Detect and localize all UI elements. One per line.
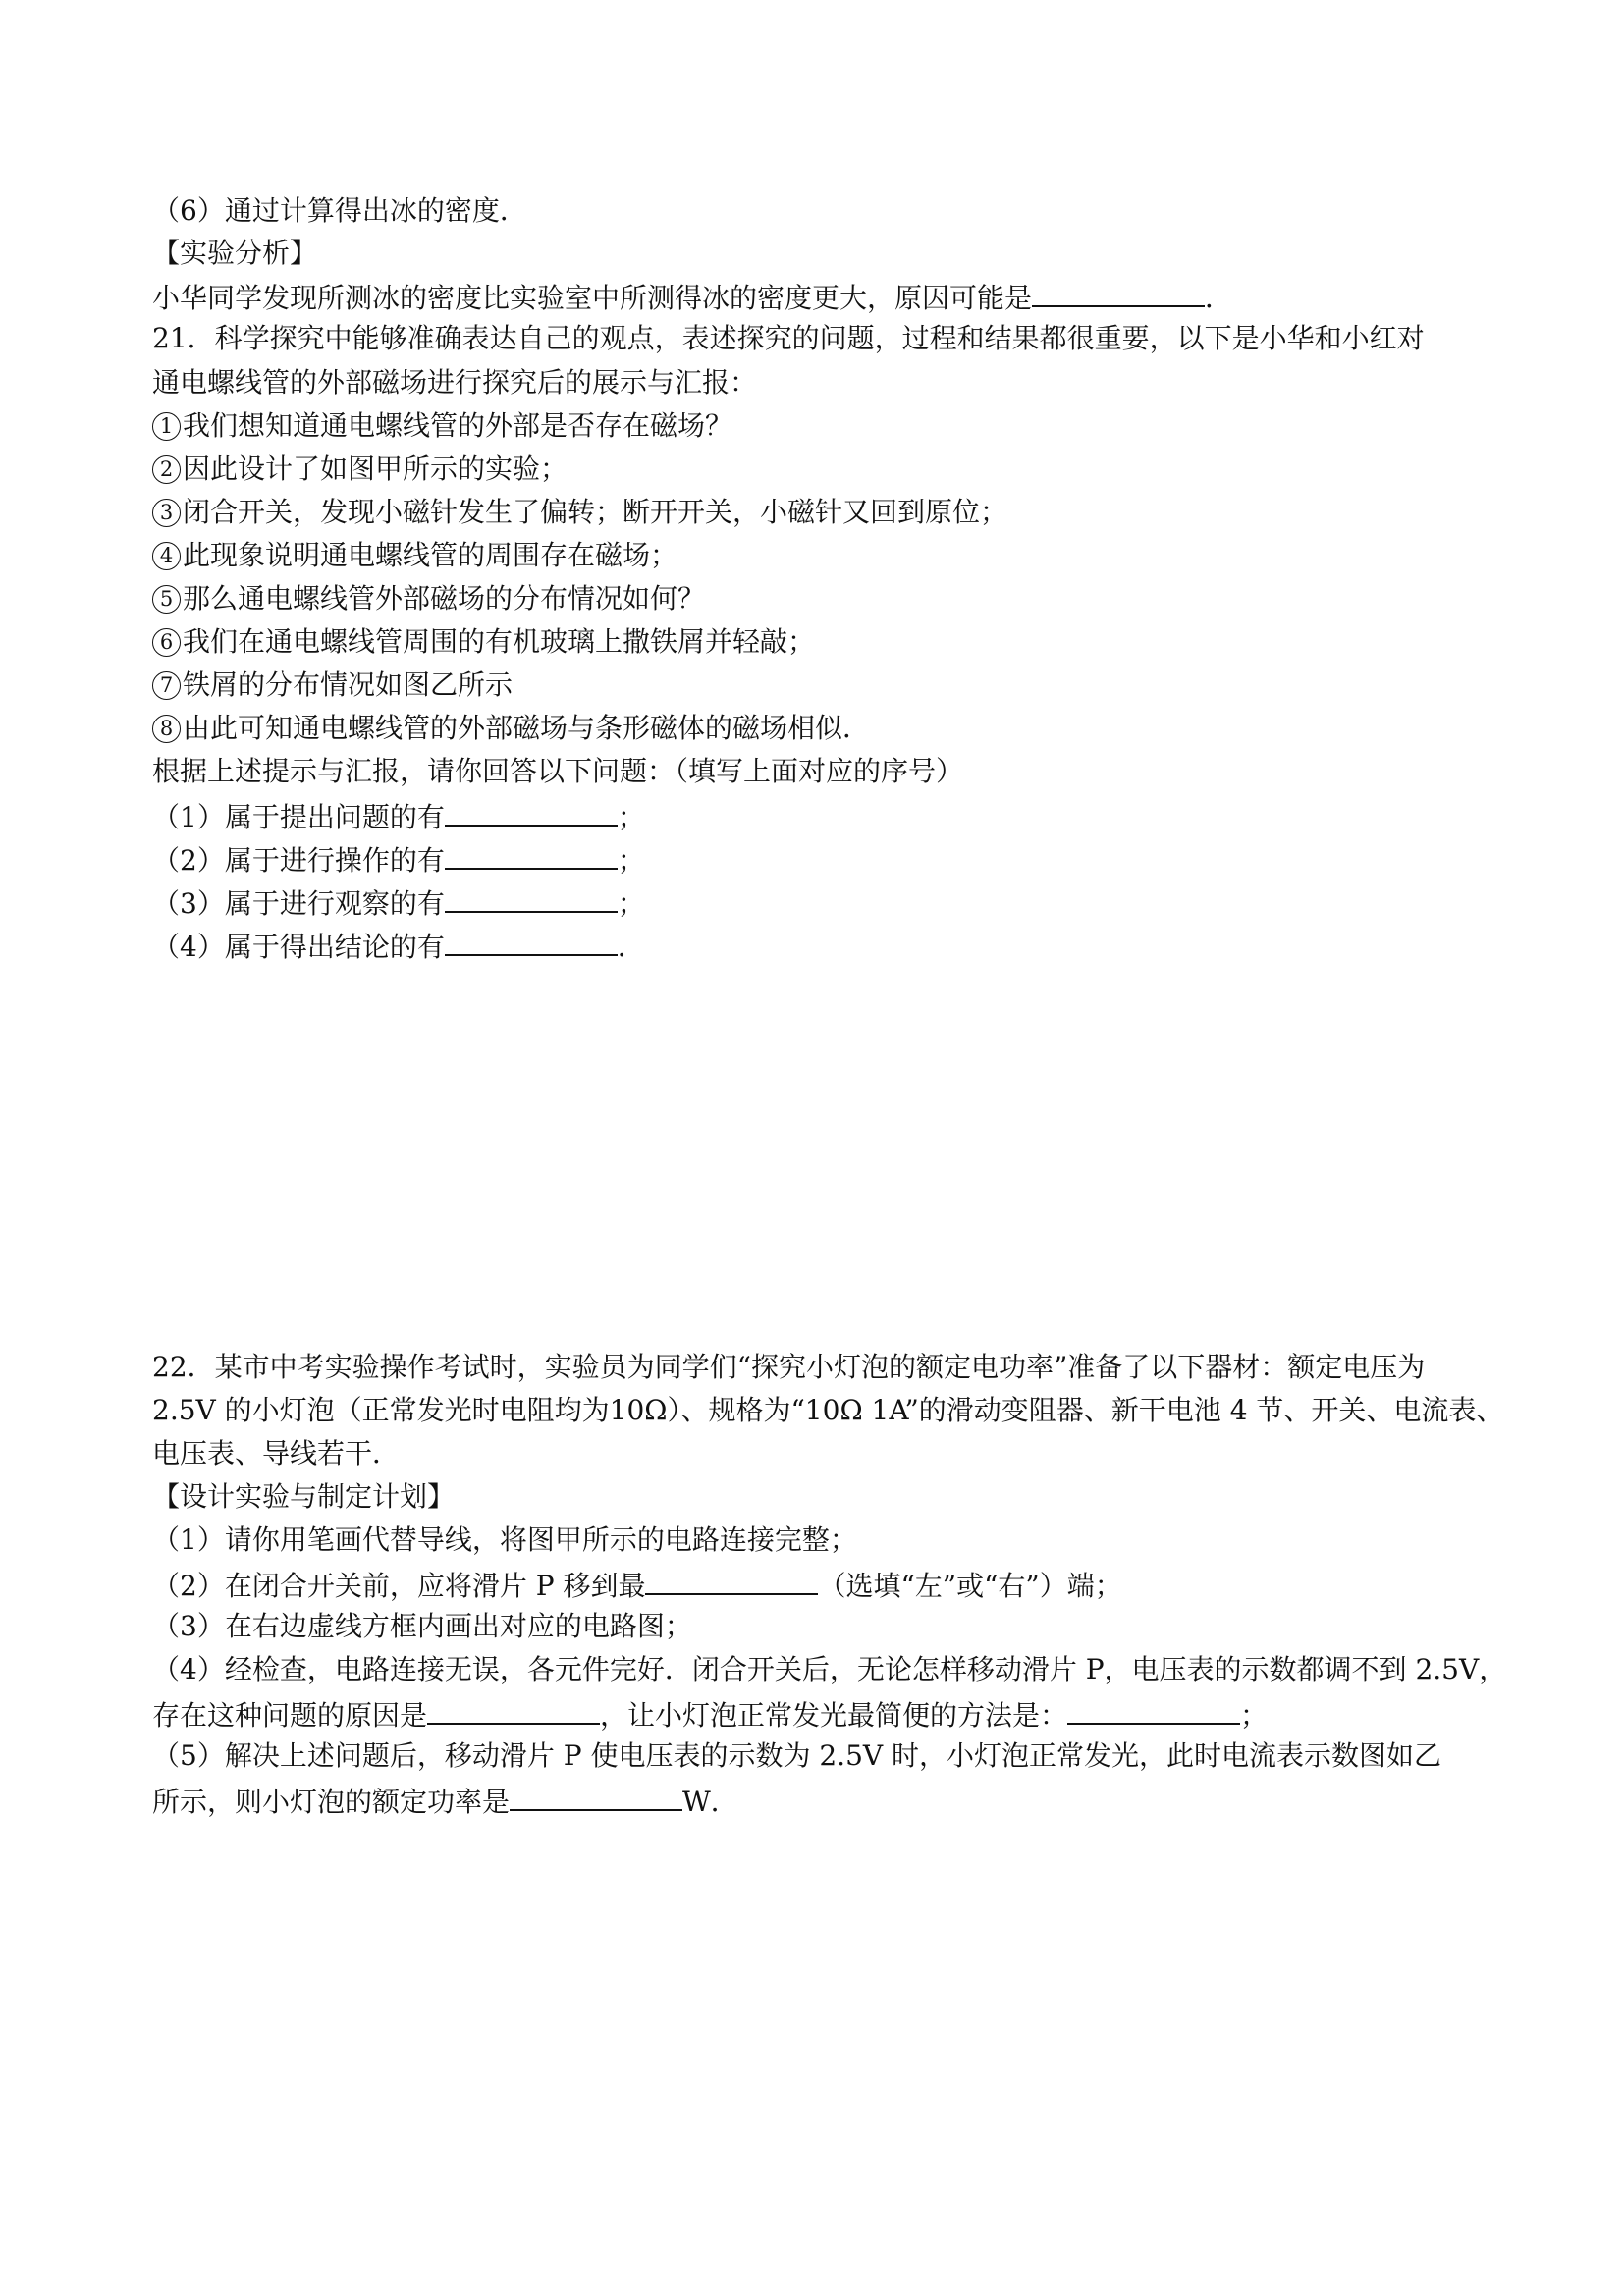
- q22-intro-line1: 22．某市中考实验操作考试时，实验员为同学们“探究小灯泡的额定电功率”准备了以下器材：额定电压为: [152, 1351, 1426, 1383]
- q22-step2-post: （选填“左”或“右”）端；: [818, 1570, 1122, 1602]
- q21-item-6: [152, 622, 815, 662]
- circled-number-7: 7: [152, 671, 181, 700]
- q21-question-end: ；: [617, 887, 645, 920]
- q21-item-3: [152, 493, 1007, 532]
- q21-intro-line2: 通电螺线管的外部磁场进行探究后的展示与汇报：: [152, 366, 758, 399]
- q21-question-text: （1）属于提出问题的有: [152, 801, 445, 833]
- q22-step2-blank[interactable]: [645, 1564, 818, 1595]
- q22-heading: 【设计实验与制定计划】: [152, 1480, 456, 1513]
- q21-item-text: 由此可知通电螺线管的外部磁场与条形磁体的磁场相似．: [183, 712, 871, 744]
- q20-step6: （6）通过计算得出冰的密度．: [152, 194, 527, 227]
- circled-number-8: 8: [152, 715, 181, 743]
- q21-item-text: 那么通电螺线管外部磁场的分布情况如何？: [183, 582, 706, 614]
- q21-item-1: [152, 406, 732, 446]
- q21-answer-blank-3[interactable]: [445, 881, 618, 913]
- q21-item-5: [152, 579, 705, 618]
- q21-answer-blank-4[interactable]: [445, 925, 618, 956]
- q22-step4-text: 存在这种问题的原因是: [152, 1699, 428, 1732]
- q22-step1: （1）请你用笔画代替导线，将图甲所示的电路连接完整；: [152, 1523, 857, 1556]
- q21-intro-line1: 21．科学探究中能够准确表达自己的观点，表述探究的问题，过程和结果都很重要，以下是小华和小红对: [152, 322, 1425, 354]
- q22-step4-line1: （4）经检查，电路连接无误，各元件完好．闭合开关后，无论怎样移动滑片 P，电压表的示数都调不到 2.5V，: [152, 1653, 1507, 1685]
- q22-step3: （3）在右边虚线方框内画出对应的电路图；: [152, 1610, 692, 1642]
- q21-question-text: （3）属于进行观察的有: [152, 887, 445, 920]
- q21-question-end: ；: [617, 801, 645, 833]
- q22-step4-blank-2[interactable]: [1067, 1693, 1240, 1725]
- q21-answer-blank-2[interactable]: [445, 838, 618, 870]
- q22-intro-line2: 2.5V 的小灯泡（正常发光时电阻均为10Ω）、规格为“10Ω 1A”的滑动变阻器、新干电池 4 节、开关、电流表、: [152, 1394, 1504, 1426]
- circled-number-1: 1: [152, 412, 181, 441]
- q20-analysis-line: [152, 276, 1232, 318]
- q22-step5-blank[interactable]: [510, 1780, 682, 1811]
- q21-question-3: [152, 881, 645, 924]
- q21-item-text: 我们在通电螺线管周围的有机玻璃上撒铁屑并轻敲；: [183, 625, 816, 658]
- q21-question-text: （4）属于得出结论的有: [152, 931, 445, 963]
- q22-step4-line2: [152, 1693, 1268, 1735]
- q21-prompt: 根据上述提示与汇报，请你回答以下问题：（填写上面对应的序号）: [152, 755, 964, 787]
- q22-step5-end: W．: [682, 1786, 738, 1818]
- q22-intro-line3: 电压表、导线若干．: [152, 1437, 401, 1469]
- q20-analysis-heading: 【实验分析】: [152, 237, 318, 269]
- q20-analysis-end: ．: [1205, 282, 1233, 314]
- q22-step5-line2: [152, 1780, 738, 1822]
- q21-item-text: 我们想知道通电螺线管的外部是否存在磁场？: [183, 409, 733, 442]
- q21-question-2: [152, 838, 645, 881]
- q21-item-text: 此现象说明通电螺线管的周围存在磁场；: [183, 539, 678, 571]
- q21-question-4: [152, 925, 645, 967]
- circled-number-5: 5: [152, 585, 181, 614]
- q21-question-end: ．: [617, 931, 645, 963]
- q22-step4-end: ；: [1240, 1699, 1269, 1732]
- circled-number-4: 4: [152, 542, 181, 570]
- q21-item-text: 因此设计了如图甲所示的实验；: [183, 453, 568, 485]
- q22-step2: [152, 1564, 1122, 1606]
- circled-number-6: 6: [152, 628, 181, 657]
- circled-number-2: 2: [152, 455, 181, 484]
- q21-item-8: [152, 709, 870, 748]
- q22-step2-text: （2）在闭合开关前，应将滑片 P 移到最: [152, 1570, 646, 1602]
- q21-question-text: （2）属于进行操作的有: [152, 844, 445, 877]
- q21-item-2: [152, 450, 568, 489]
- circled-number-3: 3: [152, 499, 181, 527]
- q21-answer-blank-1[interactable]: [445, 795, 618, 827]
- q22-step5-text: 所示，则小灯泡的额定功率是: [152, 1786, 511, 1818]
- q21-question-end: ；: [617, 844, 645, 877]
- q22-step4-blank-1[interactable]: [427, 1693, 600, 1725]
- q22-step5-line1: （5）解决上述问题后，移动滑片 P 使电压表的示数为 2.5V 时，小灯泡正常发光，此时电流表示数图如乙: [152, 1739, 1442, 1772]
- q21-item-4: [152, 536, 677, 575]
- q21-item-text: 铁屑的分布情况如图乙所示: [183, 668, 514, 701]
- q21-question-1: [152, 795, 645, 837]
- q21-item-text: 闭合开关，发现小磁针发生了偏转；断开开关，小磁针又回到原位；: [183, 496, 1008, 528]
- q20-answer-blank[interactable]: [1032, 276, 1205, 307]
- q21-item-7: [152, 666, 513, 705]
- q22-step4-mid: ，让小灯泡正常发光最简便的方法是：: [600, 1699, 1068, 1732]
- q20-analysis-text: 小华同学发现所测冰的密度比实验室中所测得冰的密度更大，原因可能是: [152, 282, 1033, 314]
